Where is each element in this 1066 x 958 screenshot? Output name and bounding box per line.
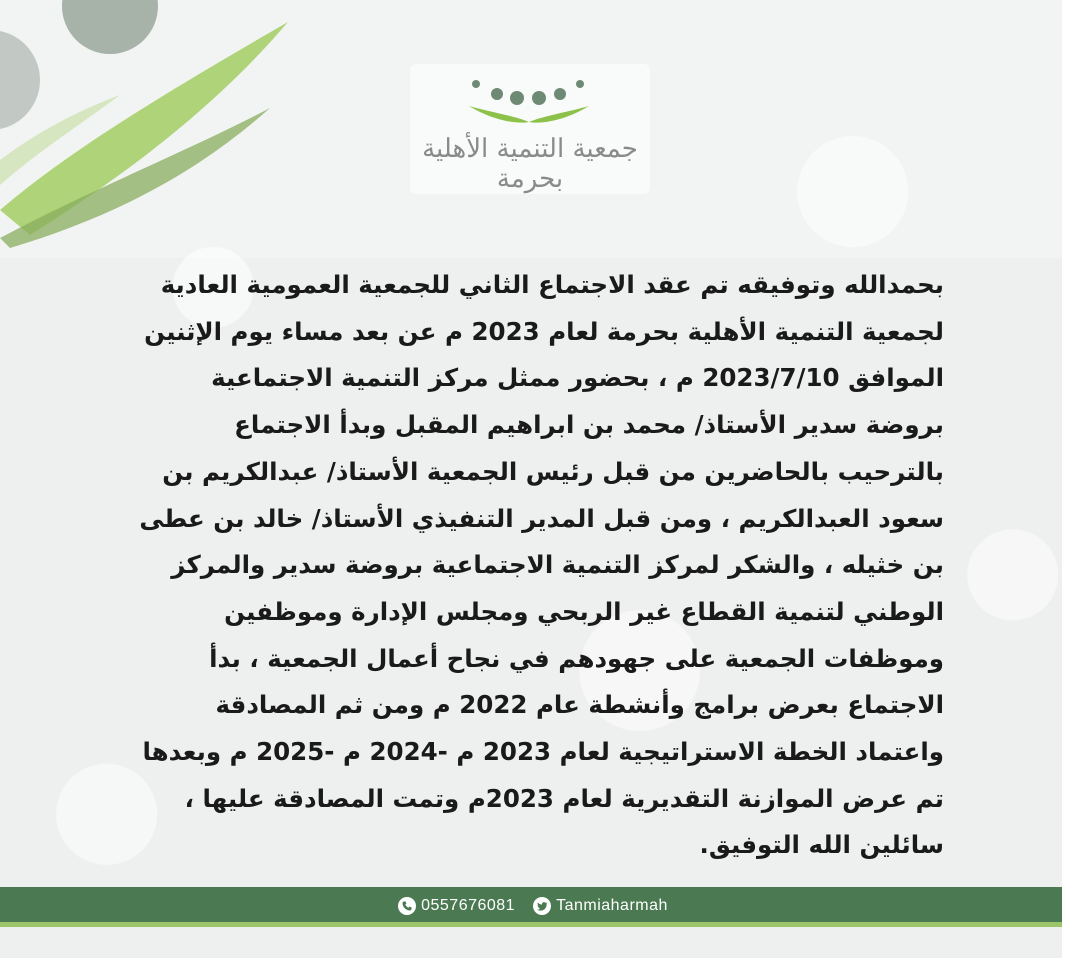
organization-name: جمعية التنمية الأهلية بحرمة [422,134,638,194]
twitter-icon [533,897,551,915]
organization-logo [410,64,650,194]
footer-contact-info [0,887,1066,925]
twitter-contact[interactable] [533,897,668,915]
page-edge [1062,0,1066,958]
phone-icon [398,897,416,915]
footer-accent-line [0,922,1066,927]
decorative-leaf-graphic [0,0,300,250]
sprout-dots-logo-icon [465,72,595,132]
phone-contact[interactable] [398,897,515,915]
footer-bar [0,887,1066,925]
announcement-paragraph: بحمدالله وتوفيقه تم عقد الاجتماع الثاني للجمعية العمومية العادية لجمعية التنمية الأهلية بحرمة لعام 2023 م عن بعد مساء يوم الإثنين الموافق 2023/7/10 م ، بحضور ممثل مركز التنمية الاجتماعية بروضة سدير الأستاذ/ محمد بن ابراهيم المقبل وبدأ الاجتماع بالترحيب بالحاضرين من قبل رئيس الجمعية الأستاذ/ عبدالكريم بن سعود العبدالكريم ، ومن قبل المدير التنفيذي الأستاذ/ خالد بن عطى بن خثيله ، والشكر لمركز التنمية الاجتماعية بروضة سدير والمركز الوطني لتنمية القطاع غير الربحي ومجلس الإدارة وموظفين وموظفات الجمعية على جهودهم في نجاح أعمال الجمعية ، بدأ الاجتماع بعرض برامج وأنشطة عام 2022 م ومن ثم المصادقة واعتماد الخطة الاستراتيجية لعام 2023 م -2024 م -2025 م وبعدها تم عرض الموازنة التقديرية لعام 2023م وتمت المصادقة عليها ، سائلين الله التوفيق. [139,270,944,860]
phone-number: 0557676081 [421,897,516,914]
twitter-handle: Tanmiaharmah [556,897,668,914]
